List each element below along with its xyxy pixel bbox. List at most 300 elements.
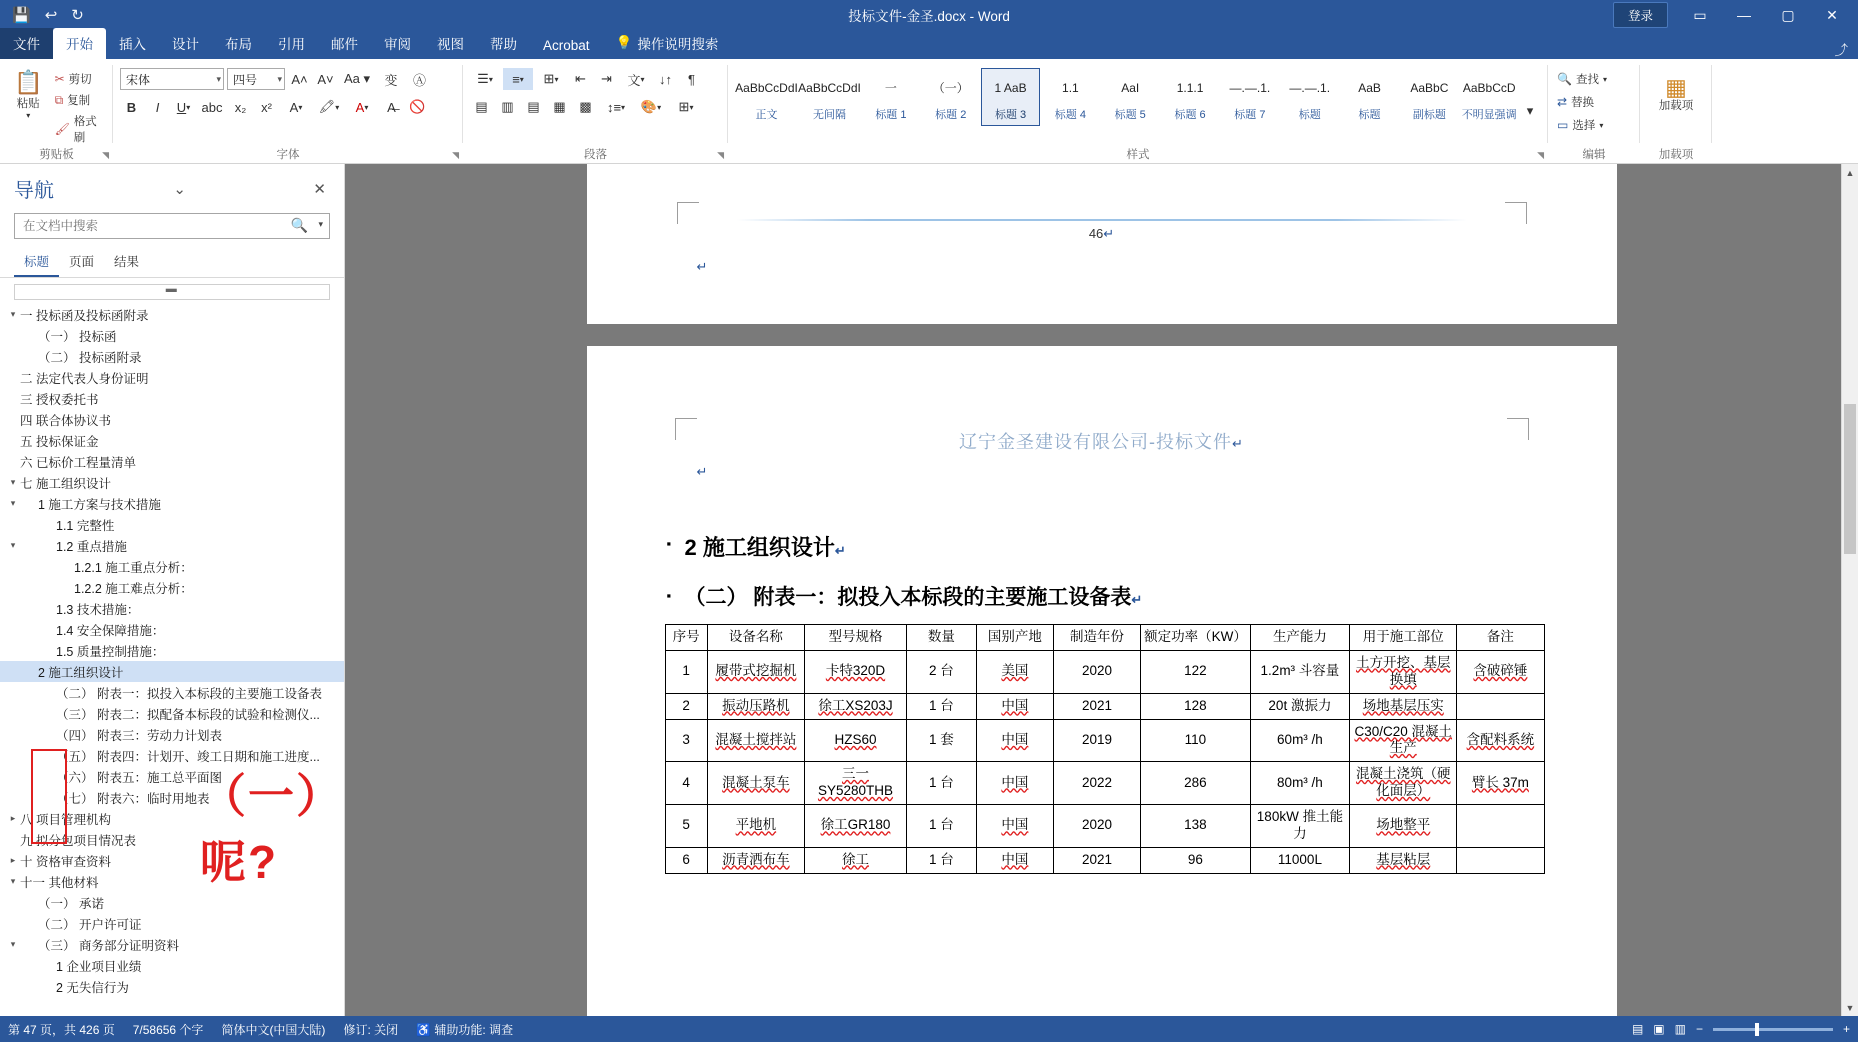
nav-item-1[interactable]	[0, 325, 344, 346]
nav-item-label: 1.2.1 施工重点分析：	[74, 560, 193, 575]
navigation-close-icon[interactable]: ✕	[313, 180, 326, 198]
table-cell[interactable]: 138	[1141, 805, 1251, 848]
table-cell[interactable]: 1.2m³ 斗容量	[1250, 650, 1350, 693]
table-row[interactable]	[665, 650, 1544, 693]
table-cell[interactable]: 5	[665, 805, 707, 848]
nav-item-label: （一） 投标函	[38, 329, 117, 344]
nav-item-label: 1.2 重点措施	[56, 539, 127, 554]
nav-item-label: 1 施工方案与技术措施	[38, 497, 161, 512]
accessibility-label: 辅助功能: 调查	[434, 1022, 514, 1037]
show-formatting-marks-button[interactable]: ¶	[688, 71, 695, 87]
nav-item-label: 1.1 完整性	[56, 518, 115, 533]
nav-item-30[interactable]	[0, 934, 344, 955]
table-cell[interactable]: 中国	[976, 805, 1053, 848]
nav-item-label: 1.2.2 施工难点分析：	[74, 581, 193, 596]
font-color-button[interactable]: A ▾	[355, 99, 369, 115]
table-cell[interactable]: 60m³ /h	[1250, 719, 1350, 762]
table-cell[interactable]: 2	[665, 693, 707, 719]
table-cell[interactable]: 振动压路机	[707, 693, 804, 719]
scroll-thumb-icon[interactable]: ▬	[165, 283, 177, 295]
style-item-11[interactable]	[1399, 68, 1459, 126]
group-label-paragraph: 段落	[584, 149, 607, 161]
heading-subsection-text: （二） 附表一：拟投入本标段的主要施工设备表	[684, 586, 1132, 609]
tab-mailings[interactable]: 邮件	[331, 37, 358, 52]
change-case-button[interactable]: Aa ▾	[343, 71, 371, 86]
nav-item-label: 2 施工组织设计	[38, 665, 124, 680]
font-dialog-launcher[interactable]: ◥	[452, 150, 459, 160]
nav-item-28[interactable]	[0, 892, 344, 913]
borders-button[interactable]: ⊞ ▾	[678, 99, 694, 114]
table-cell[interactable]: 混凝土泵车	[707, 762, 804, 805]
document-header-text	[587, 428, 1617, 454]
nav-scroll-strip[interactable]	[14, 284, 330, 300]
grow-font-button[interactable]: A˄	[291, 71, 308, 87]
table-cell[interactable]: 混凝土浇筑（硬化面层）	[1350, 762, 1457, 805]
align-left-button[interactable]: ▤	[475, 99, 488, 114]
nav-tab-results[interactable]: 结果	[114, 255, 140, 269]
table-cell[interactable]: 20t 激振力	[1250, 693, 1350, 719]
addin-icon: ▦	[1665, 74, 1687, 100]
nav-item-19[interactable]	[0, 703, 344, 724]
find-button[interactable]: 🔍 查找 ▾	[1557, 72, 1607, 86]
table-cell[interactable]: 1 台	[907, 847, 977, 873]
shrink-font-button[interactable]: A˅	[317, 71, 334, 87]
table-cell[interactable]: 含破碎锤	[1457, 650, 1544, 693]
table-cell[interactable]: 卡特320D	[804, 650, 906, 693]
text-effects-button[interactable]: A ▾	[289, 99, 303, 115]
style-item-10[interactable]	[1340, 68, 1400, 126]
brush-icon: 🖌	[54, 122, 70, 136]
nav-item-6[interactable]	[0, 430, 344, 451]
nav-item-13[interactable]	[0, 577, 344, 598]
paragraph-mark-icon: ↵	[1232, 436, 1244, 451]
character-border-button[interactable]: Ⓐ	[412, 72, 426, 88]
equipment-table[interactable]	[665, 624, 1545, 874]
table-cell[interactable]: 徐工XS203J	[804, 693, 906, 719]
nav-item-label: （五） 附表四：计划开、竣工日期和施工进度...	[56, 749, 320, 764]
style-item-5[interactable]	[1040, 68, 1100, 126]
table-cell[interactable]: 基层粘层	[1350, 847, 1457, 873]
table-cell[interactable]: 2021	[1053, 847, 1140, 873]
style-name: 无间隔	[813, 109, 846, 121]
table-cell[interactable]: 2019	[1053, 719, 1140, 762]
table-cell[interactable]: 11000L	[1250, 847, 1350, 873]
style-name: 标题 1	[875, 109, 907, 121]
table-cell[interactable]	[1457, 805, 1544, 848]
ribbon	[0, 59, 1858, 164]
nav-item-16[interactable]	[0, 640, 344, 661]
search-icon: 🔍	[1557, 72, 1572, 86]
decrease-indent-button[interactable]: ⇤	[575, 71, 586, 86]
align-center-button[interactable]: ▥	[501, 99, 514, 114]
style-item-3[interactable]	[921, 68, 981, 126]
navigation-options-icon[interactable]: ⌄	[173, 180, 186, 198]
style-item-12[interactable]	[1459, 68, 1519, 126]
table-cell[interactable]: 混凝土搅拌站	[707, 719, 804, 762]
styles-dialog-launcher[interactable]: ◥	[1537, 150, 1544, 160]
tab-insert[interactable]: 插入	[119, 37, 146, 52]
nav-item-0[interactable]	[0, 304, 344, 325]
nav-item-label: （一） 承诺	[38, 896, 104, 911]
collapse-icon[interactable]: ▾	[10, 309, 16, 319]
track-changes-indicator[interactable]: 修订: 关闭	[343, 1022, 399, 1037]
word-count[interactable]: 7/58656 个字	[132, 1022, 204, 1037]
table-row[interactable]	[665, 719, 1544, 762]
nav-item-label: （七） 附表六：临时用地表	[56, 791, 210, 806]
bold-button[interactable]: B	[126, 99, 137, 115]
subscript-button[interactable]: x₂	[234, 99, 247, 115]
style-preview: AaBbCcD	[1462, 80, 1516, 95]
font-name-combo[interactable]	[120, 68, 224, 90]
collapse-icon[interactable]: ▾	[10, 498, 16, 508]
table-cell[interactable]: 徐工	[804, 847, 906, 873]
nav-item-8[interactable]	[0, 472, 344, 493]
styles-gallery[interactable]	[735, 62, 1541, 126]
share-icon[interactable]: ⤴	[1834, 43, 1848, 58]
status-bar	[0, 1016, 1858, 1042]
table-row[interactable]	[665, 805, 1544, 848]
table-cell[interactable]: 场地整平	[1350, 805, 1457, 848]
maximize-icon[interactable]: ▢	[1781, 6, 1795, 23]
read-mode-icon[interactable]: ▤	[1631, 1022, 1644, 1036]
character-shading-button[interactable]: A̶	[387, 99, 396, 115]
nav-tab-pages[interactable]: 页面	[69, 255, 95, 269]
table-cell[interactable]: 1 台	[907, 693, 977, 719]
style-preview: 1.1.1	[1176, 80, 1204, 95]
expand-icon[interactable]: ▸	[10, 813, 16, 823]
style-item-9[interactable]	[1280, 68, 1340, 126]
table-cell[interactable]: 中国	[976, 693, 1053, 719]
style-name: 副标题	[1412, 109, 1446, 121]
justify-button[interactable]: ▦	[553, 99, 566, 114]
table-cell[interactable]: 128	[1141, 693, 1251, 719]
style-preview: AaBbCcDdI	[798, 80, 861, 95]
nav-item-29[interactable]	[0, 913, 344, 934]
ribbon-display-options-icon[interactable]: ▭	[1693, 6, 1707, 23]
table-cell[interactable]: 土方开挖、基层换填	[1350, 650, 1457, 693]
table-cell[interactable]: 6	[665, 847, 707, 873]
scroll-thumb[interactable]	[1844, 404, 1856, 554]
nav-item-4[interactable]	[0, 388, 344, 409]
group-label-clipboard: 剪贴板	[39, 149, 74, 161]
table-row[interactable]	[665, 762, 1544, 805]
line-spacing-button[interactable]: ↕≡ ▾	[606, 99, 626, 115]
paragraph-mark-icon: ↵	[696, 259, 708, 274]
nav-item-label: 三 授权委托书	[20, 392, 99, 407]
quick-access-toolbar[interactable]	[0, 6, 84, 24]
collapse-icon[interactable]: ▾	[10, 939, 16, 949]
underline-button[interactable]: U ▾	[176, 99, 191, 115]
table-cell[interactable]: 2021	[1053, 693, 1140, 719]
style-name: 正文	[755, 109, 778, 121]
table-cell[interactable]: 1 台	[907, 805, 977, 848]
copy-icon: ⧉	[54, 92, 64, 107]
table-cell[interactable]: C30/C20 混凝土生产	[1350, 719, 1457, 762]
header-text-value: 辽宁金圣建设有限公司-投标文件	[959, 432, 1233, 452]
table-header-cell: 备注	[1457, 625, 1544, 651]
style-item-1[interactable]	[798, 68, 861, 126]
collapse-icon[interactable]: ▾	[10, 876, 16, 886]
table-cell[interactable]: 4	[665, 762, 707, 805]
search-icon[interactable]: 🔍	[290, 217, 308, 233]
table-cell[interactable]: 96	[1141, 847, 1251, 873]
superscript-button[interactable]: x²	[261, 99, 272, 115]
web-layout-icon[interactable]: ▥	[1674, 1022, 1686, 1036]
style-item-4[interactable]	[981, 68, 1041, 126]
sort-button[interactable]: ↓↑	[659, 71, 672, 87]
multilevel-list-button[interactable]: ⊞ ▾	[543, 71, 559, 86]
table-cell[interactable]: 场地基层压实	[1350, 693, 1457, 719]
table-cell[interactable]: HZS60	[804, 719, 906, 762]
table-cell[interactable]: 中国	[976, 847, 1053, 873]
styles-more-icon[interactable]: ▾	[1526, 103, 1534, 118]
print-layout-icon[interactable]: ▣	[1653, 1022, 1665, 1036]
style-preview: 1 AaB	[994, 80, 1027, 95]
table-cell[interactable]: 180kW 推土能力	[1250, 805, 1350, 848]
style-name: 标题 7	[1234, 109, 1266, 121]
style-name: 标题	[1298, 109, 1321, 121]
nav-item-9[interactable]	[0, 493, 344, 514]
nav-item-5[interactable]	[0, 409, 344, 430]
increase-indent-button[interactable]: ⇥	[601, 71, 612, 86]
tab-acrobat[interactable]: Acrobat	[543, 38, 590, 53]
nav-item-20[interactable]	[0, 724, 344, 745]
collapse-icon[interactable]: ▾	[10, 540, 16, 550]
header-rule	[737, 219, 1467, 221]
nav-item-2[interactable]	[0, 346, 344, 367]
group-label-addins: 加载项	[1658, 149, 1694, 161]
nav-item-label: （二） 开户许可证	[38, 917, 142, 932]
style-name: 标题 6	[1174, 109, 1206, 121]
paragraph-mark-icon: ↵	[834, 543, 846, 558]
italic-button[interactable]: I	[155, 99, 160, 115]
table-cell[interactable]: 含配料系统	[1457, 719, 1544, 762]
tab-layout[interactable]: 布局	[225, 37, 252, 52]
find-label: 查找	[1575, 74, 1599, 86]
nav-item-7[interactable]	[0, 451, 344, 472]
phonetic-guide-button[interactable]: 变	[384, 72, 398, 88]
style-item-6[interactable]	[1100, 68, 1160, 126]
replace-label: 替换	[1571, 97, 1595, 109]
numbering-button[interactable]: ≡ ▾	[503, 68, 533, 90]
ribbon-group-styles	[728, 59, 1548, 163]
nav-item-17[interactable]	[0, 661, 344, 682]
scroll-up-icon[interactable]: ▲	[1845, 167, 1855, 178]
table-cell[interactable]: 1 套	[907, 719, 977, 762]
scroll-down-icon[interactable]: ▼	[1845, 1002, 1855, 1013]
table-cell[interactable]: 2 台	[907, 650, 977, 693]
nav-item-31[interactable]	[0, 955, 344, 976]
table-cell[interactable]: 平地机	[707, 805, 804, 848]
redo-icon[interactable]: ↻	[71, 7, 84, 24]
font-size-combo[interactable]	[227, 68, 285, 90]
tab-design[interactable]: 设计	[172, 37, 199, 52]
heading-subsection	[685, 581, 1143, 611]
paste-button[interactable]	[7, 65, 50, 120]
strikethrough-button[interactable]: abc	[201, 99, 223, 115]
tab-help[interactable]: 帮助	[490, 37, 517, 52]
text-highlight-color-button[interactable]: 🖍 ▾	[318, 99, 340, 114]
nav-item-14[interactable]	[0, 598, 344, 619]
document-page-47[interactable]	[587, 346, 1617, 1016]
select-button[interactable]: ▭ 选择 ▾	[1557, 118, 1604, 132]
table-cell[interactable]: 三一SY5280THB	[804, 762, 906, 805]
bullets-button[interactable]: ☰ ▾	[477, 71, 493, 86]
collapse-icon[interactable]: ▾	[10, 477, 16, 487]
align-right-button[interactable]: ▤	[527, 99, 540, 114]
style-item-0[interactable]	[735, 68, 798, 126]
document-page-46[interactable]	[587, 164, 1617, 324]
nav-item-10[interactable]	[0, 514, 344, 535]
nav-item-11[interactable]	[0, 535, 344, 556]
nav-item-32[interactable]	[0, 976, 344, 997]
nav-item-label: 四 联合体协议书	[20, 413, 111, 428]
table-header-row	[665, 625, 1544, 651]
nav-item-label: 五 投标保证金	[20, 434, 99, 449]
zoom-in-icon[interactable]: +	[1842, 1022, 1850, 1036]
expand-icon[interactable]: ▸	[10, 855, 16, 865]
navigation-heading-list[interactable]	[0, 302, 344, 1016]
tab-file[interactable]: 文件	[0, 28, 53, 59]
navigation-search[interactable]	[14, 213, 330, 239]
clear-formatting-button[interactable]: 🚫	[409, 99, 426, 114]
ribbon-group-clipboard	[0, 59, 113, 163]
style-preview: —.—.1.	[1229, 80, 1271, 95]
nav-item-label: 1.4 安全保障措施：	[56, 623, 165, 638]
table-cell[interactable]	[1457, 847, 1544, 873]
nav-item-label: 六 已标价工程量清单	[20, 455, 136, 470]
table-cell[interactable]: 1 台	[907, 762, 977, 805]
document-vertical-scrollbar[interactable]	[1841, 164, 1858, 1016]
nav-item-label: 八 项目管理机构	[20, 812, 111, 827]
style-item-8[interactable]	[1220, 68, 1280, 126]
table-header-cell: 序号	[665, 625, 707, 651]
table-cell[interactable]: 臂长 37m	[1457, 762, 1544, 805]
tell-me-label: 操作说明搜索	[637, 37, 719, 52]
table-cell[interactable]: 122	[1141, 650, 1251, 693]
navigation-title: 导航	[14, 180, 54, 202]
close-icon[interactable]: ✕	[1826, 6, 1838, 23]
select-label: 选择	[1572, 120, 1596, 132]
table-cell[interactable]: 1	[665, 650, 707, 693]
accessibility-indicator[interactable]	[416, 1021, 513, 1038]
addins-button[interactable]	[1648, 70, 1704, 114]
nav-tab-headings[interactable]: 标题	[14, 249, 59, 277]
heading-section-text: 2 施工组织设计	[684, 535, 835, 560]
search-input[interactable]	[14, 213, 330, 239]
table-cell[interactable]: 3	[665, 719, 707, 762]
title-bar	[0, 0, 1858, 30]
replace-button[interactable]	[1555, 93, 1633, 111]
tab-home[interactable]: 开始	[53, 28, 106, 59]
clipboard-dialog-launcher[interactable]: ◥	[102, 150, 109, 160]
tab-review[interactable]: 审阅	[384, 37, 411, 52]
document-canvas[interactable]	[345, 164, 1858, 1016]
copy-button[interactable]	[53, 91, 106, 109]
undo-icon[interactable]: ↩	[44, 7, 58, 24]
table-cell[interactable]: 286	[1141, 762, 1251, 805]
scissors-icon: ✂	[54, 72, 65, 86]
tab-view[interactable]: 视图	[437, 37, 464, 52]
table-cell[interactable]: 110	[1141, 719, 1251, 762]
distributed-button[interactable]: ▩	[579, 99, 592, 114]
paragraph-dialog-launcher[interactable]: ◥	[717, 150, 724, 160]
style-item-2[interactable]	[861, 68, 921, 126]
east-asian-layout-button[interactable]: 文 ▾	[627, 72, 645, 88]
lightbulb-icon: 💡	[615, 35, 633, 50]
style-name: 标题	[1358, 109, 1381, 121]
zoom-slider-knob[interactable]	[1755, 1023, 1759, 1036]
margin-mark-icon	[1505, 202, 1527, 224]
nav-item-label: （六） 附表五：施工总平面图	[56, 770, 222, 785]
table-cell[interactable]: 中国	[976, 719, 1053, 762]
cut-button[interactable]	[53, 70, 106, 88]
annotation-text: （一） 呢?	[200, 770, 344, 888]
font-name-value: 宋体	[126, 72, 151, 87]
format-painter-button[interactable]	[53, 112, 106, 146]
table-row[interactable]	[665, 693, 1544, 719]
nav-item-label: （二） 投标函附录	[38, 350, 142, 365]
table-row[interactable]	[665, 847, 1544, 873]
table-cell[interactable]	[1457, 693, 1544, 719]
accessibility-icon: ♿	[416, 1022, 432, 1037]
minimize-icon[interactable]: —	[1737, 7, 1751, 23]
zoom-out-icon[interactable]: −	[1695, 1022, 1703, 1036]
table-cell[interactable]: 2020	[1053, 805, 1140, 848]
table-cell[interactable]: 徐工GR180	[804, 805, 906, 848]
ribbon-tab-bar	[0, 30, 1858, 59]
table-cell[interactable]: 美国	[976, 650, 1053, 693]
page-info[interactable]: 第 47 页，共 426 页	[8, 1022, 115, 1037]
style-name: 不明显强调	[1461, 109, 1517, 121]
tab-tell-me[interactable]	[603, 28, 732, 59]
nav-divider	[0, 277, 344, 278]
nav-item-15[interactable]	[0, 619, 344, 640]
table-cell[interactable]: 沥青洒布车	[707, 847, 804, 873]
nav-item-3[interactable]	[0, 367, 344, 388]
nav-item-26[interactable]	[0, 850, 344, 871]
nav-item-label: （三） 商务部分证明资料	[38, 938, 179, 953]
page-number-value: 46	[1088, 226, 1104, 241]
zoom-slider[interactable]	[1713, 1028, 1833, 1031]
tab-references[interactable]: 引用	[278, 37, 305, 52]
table-cell[interactable]: 中国	[976, 762, 1053, 805]
language-indicator[interactable]: 简体中文(中国大陆)	[221, 1022, 326, 1037]
chevron-down-icon: ▾	[277, 73, 282, 84]
table-header-cell: 数量	[907, 625, 977, 651]
save-icon[interactable]: 💾	[12, 7, 31, 24]
annotation-box	[31, 749, 67, 844]
table-cell[interactable]: 2022	[1053, 762, 1140, 805]
style-name: 标题 2	[935, 109, 967, 121]
shading-button[interactable]: 🎨 ▾	[640, 99, 662, 114]
chevron-down-icon[interactable]: ▾	[318, 219, 323, 229]
nav-item-18[interactable]	[0, 682, 344, 703]
nav-item-27[interactable]	[0, 871, 344, 892]
style-name: 标题 5	[1114, 109, 1146, 121]
ribbon-group-paragraph	[463, 59, 728, 163]
style-preview: （一）	[932, 81, 969, 95]
style-item-7[interactable]	[1160, 68, 1220, 126]
sign-in-button[interactable]: 登录	[1613, 2, 1668, 28]
paragraph-mark-icon: ↵	[696, 464, 708, 479]
list-bullet-icon: ▪	[666, 588, 672, 603]
table-cell[interactable]: 2020	[1053, 650, 1140, 693]
table-cell[interactable]: 80m³ /h	[1250, 762, 1350, 805]
nav-item-12[interactable]	[0, 556, 344, 577]
chevron-down-icon: ▾	[26, 111, 31, 120]
table-cell[interactable]: 履带式挖掘机	[707, 650, 804, 693]
